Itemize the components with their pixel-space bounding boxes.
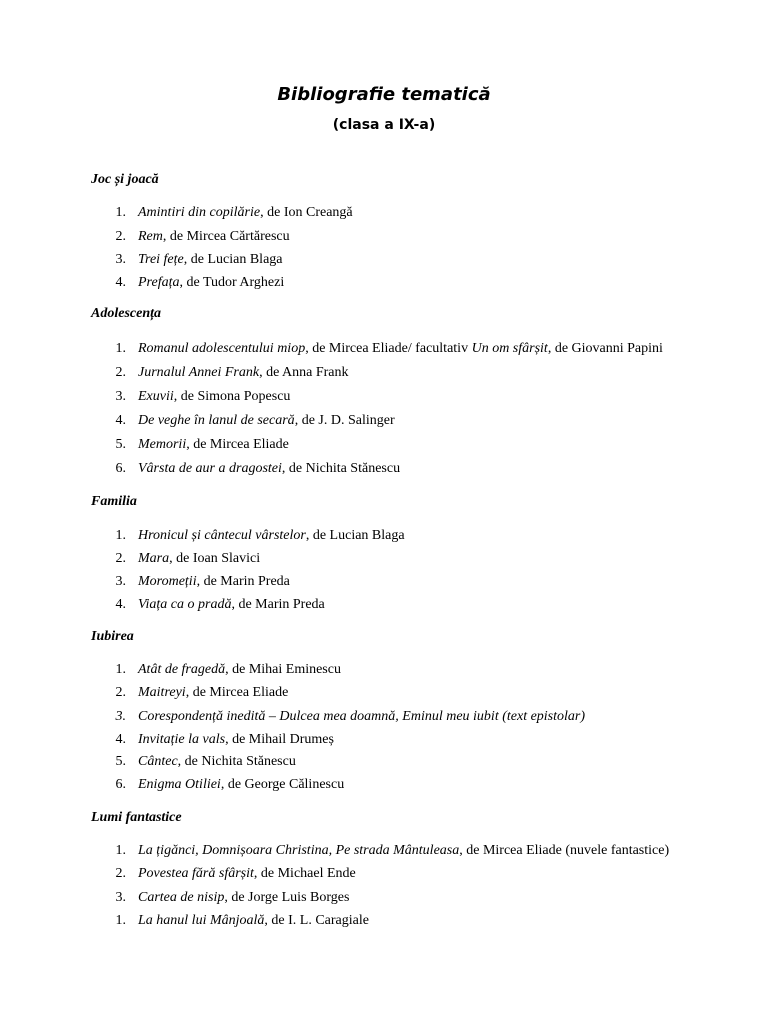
work-title: Invitație la vals xyxy=(138,732,226,747)
item-number: 1. xyxy=(115,843,126,858)
work-author: , de Lucian Blaga xyxy=(305,528,405,543)
work-author: , de Lucian Blaga xyxy=(183,252,283,267)
work-author: , de Mircea Cărtărescu xyxy=(162,229,290,244)
work-author: , de Mircea Eliade/ facultativ xyxy=(305,341,472,356)
work-title: Amintiri din copilărie xyxy=(138,205,261,220)
work-title: Enigma Otiliei xyxy=(138,777,221,792)
work-author: , de Nichita Stănescu xyxy=(281,461,401,476)
item-number: 5. xyxy=(115,437,126,452)
section-heading: Familia xyxy=(91,494,137,509)
work-title-optional: Un om sfârșit xyxy=(471,341,548,356)
work-author: , de Ion Creangă xyxy=(260,205,353,220)
item-number: 5. xyxy=(115,754,126,769)
work-title: Corespondență inedită – Dulcea mea doamnă, Eminul meu iubit (text epistolar) xyxy=(138,709,586,724)
work-title: Trei fețe xyxy=(138,252,184,267)
item-number: 1. xyxy=(115,913,126,928)
work-title: Cartea de nisip xyxy=(138,890,225,905)
item-number: 2. xyxy=(115,551,126,566)
item-number: 3. xyxy=(115,574,126,589)
work-author: , de Marin Preda xyxy=(231,597,325,612)
item-number: 2. xyxy=(115,685,126,700)
work-author: , de Mircea Eliade xyxy=(186,437,289,452)
work-author: , de George Călinescu xyxy=(220,777,345,792)
section-heading: Adolescența xyxy=(91,306,161,321)
item-number: 3. xyxy=(115,252,126,267)
work-author: , de Simona Popescu xyxy=(173,389,291,404)
work-author: , de Mihail Drumeș xyxy=(225,732,334,747)
work-title: Cântec xyxy=(138,754,178,769)
work-title: Viața ca o pradă xyxy=(138,597,232,612)
item-number: 1. xyxy=(115,205,126,220)
work-title: Mara xyxy=(138,551,170,566)
work-title: Povestea fără sfârșit xyxy=(138,866,254,881)
work-title: Jurnalul Annei Frank xyxy=(138,365,260,380)
work-author: , de Nichita Stănescu xyxy=(177,754,296,769)
work-author: , de I. L. Caragiale xyxy=(264,913,369,928)
work-author: , de Michael Ende xyxy=(253,866,356,881)
work-author: , de Mircea Eliade xyxy=(185,685,289,700)
work-author: , de J. D. Salinger xyxy=(294,413,395,428)
item-number: 1. xyxy=(115,341,126,356)
page-title: Bibliografie tematică xyxy=(277,84,491,105)
item-number: 4. xyxy=(115,732,126,747)
page-subtitle: (clasa a IX-a) xyxy=(332,117,436,133)
item-number: 4. xyxy=(115,275,126,290)
work-author: , de Giovanni Papini xyxy=(547,341,663,356)
work-title: Maitreyi xyxy=(138,685,186,700)
item-number: 3. xyxy=(115,890,126,905)
work-title: Hronicul și cântecul vârstelor xyxy=(138,528,306,543)
work-author: , de Marin Preda xyxy=(196,574,290,589)
item-number: 1. xyxy=(115,528,126,543)
work-title: Atât de fragedă xyxy=(138,662,226,677)
section-heading: Joc și joacă xyxy=(91,172,159,187)
work-title: Memorii xyxy=(138,437,187,452)
item-number: 6. xyxy=(115,461,126,476)
work-author: , de Jorge Luis Borges xyxy=(224,890,350,905)
item-number: 2. xyxy=(115,365,126,380)
item-number: 2. xyxy=(115,229,126,244)
work-author: , de Ioan Slavici xyxy=(169,551,261,566)
section-heading: Lumi fantastice xyxy=(91,810,182,825)
work-title: Exuvii xyxy=(138,389,174,404)
item-number: 1. xyxy=(115,662,126,677)
work-title: Prefața xyxy=(138,275,180,290)
work-author: , de Mihai Eminescu xyxy=(225,662,341,677)
work-title: La hanul lui Mânjoală xyxy=(138,913,265,928)
item-number: 4. xyxy=(115,413,126,428)
work-author: , de Tudor Arghezi xyxy=(179,275,285,290)
work-title: Moromeții xyxy=(138,574,197,589)
work-title: Rem xyxy=(138,229,163,244)
work-title: De veghe în lanul de secară xyxy=(138,413,295,428)
item-number: 2. xyxy=(115,866,126,881)
work-title: La țigănci, Domnișoara Christina, Pe strada Mântuleasa xyxy=(138,843,460,858)
item-number: 3. xyxy=(115,389,126,404)
item-number: 6. xyxy=(115,777,126,792)
work-title: Vârsta de aur a dragostei xyxy=(138,461,282,476)
work-author: , de Mircea Eliade (nuvele fantastice) xyxy=(459,843,670,858)
work-title: Romanul adolescentului miop xyxy=(138,341,306,356)
section-heading: Iubirea xyxy=(91,629,134,644)
item-number: 3. xyxy=(115,709,126,724)
work-author: , de Anna Frank xyxy=(259,365,349,380)
item-number: 4. xyxy=(115,597,126,612)
